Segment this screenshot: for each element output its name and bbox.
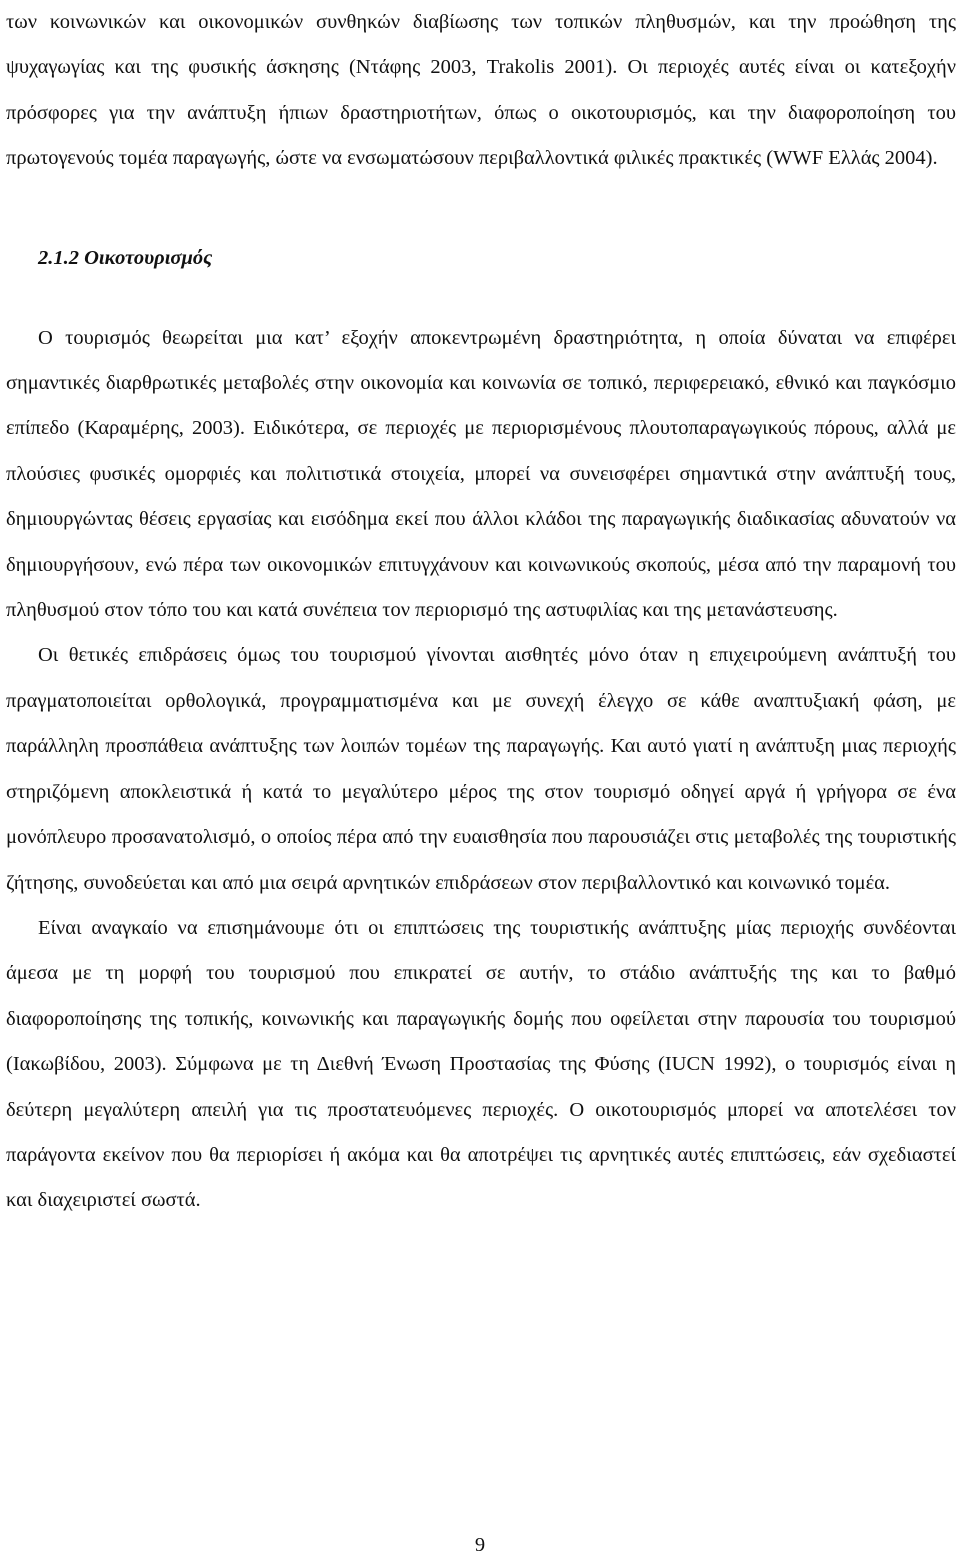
document-page xyxy=(6,0,956,1224)
continuation-paragraph: των κοινωνικών και οικονομικών συνθηκών διαβίωσης των τοπικών πληθυσμών, και την προώθηση της ψυχαγωγίας και της φυσικής άσκησης (Ντάφης 2003, Trakolis 2001). Οι περιοχές αυτές είναι οι κατεξοχήν πρόσφορες για την ανάπτυξη ήπιων δραστηριοτήτων, όπως ο οικοτουρισμός, και την διαφοροποίηση του πρωτογενούς τομέα παραγωγής, ώστε να ενσωματώσουν περιβαλλοντικά φιλικές πρακτικές (WWF Ελλάς 2004). xyxy=(6,11,956,170)
section-heading: 2.1.2 Οικοτουρισμός xyxy=(38,246,213,269)
body-paragraph-1: Ο τουρισμός θεωρείται μια κατ’ εξοχήν αποκεντρωμένη δραστηριότητα, η οποία δύναται να επιφέρει σημαντικές διαρθρωτικές μεταβολές στην οικονομία και κοινωνία σε τοπικό, περιφερειακό, εθνικό και παγκόσμιο επίπεδο (Καραμέρης, 2003). Ειδικότερα, σε περιοχές με περιορισμένους πλουτοπαραγωγικούς πόρους, αλλά με πλούσιες φυσικές ομορφιές και πολιτιστικά στοιχεία, μπορεί να συνεισφέρει σημαντικά στην ανάπτυξή τους, δημιουργώντας θέσεις εργασίας και εισόδημα εκεί που άλλοι κλάδοι της παραγωγικής διαδικασίας αδυνατούν να δημιουργήσουν, ενώ πέρα των οικονομικών επιτυγχάνουν και κοινωνικούς σκοπούς, μέσα από την παραμονή του πληθυσμού στον τόπο του και κατά συνέπεια τον περιορισμό της αστυφιλίας και της μετανάστευσης. xyxy=(6,326,956,622)
body-paragraph-2: Οι θετικές επιδράσεις όμως του τουρισμού γίνονται αισθητές μόνο όταν η επιχειρούμενη ανάπτυξή του πραγματοποιείται ορθολογικά, προγραμματισμένα και με συνεχή έλεγχο σε κάθε αναπτυξιακή φάση, με παράλληλη προσπάθεια ανάπτυξης των λοιπών τομέων της παραγωγής. Και αυτό γιατί η ανάπτυξη μιας περιοχής στηριζόμενη αποκλειστικά ή κατά το μεγαλύτερο μέρος της στον τουρισμό οδηγεί αργά ή γρήγορα σε ένα μονόπλευρο προσανατολισμό, ο οποίος πέρα από την ευαισθησία που παρουσιάζει στις μεταβολές της τουριστικής ζήτησης, συνοδεύεται και από μια σειρά αρνητικών επιδράσεων στον περιβαλλοντικό και κοινωνικό τομέα. xyxy=(6,644,956,894)
body-paragraph-3: Είναι αναγκαίο να επισημάνουμε ότι οι επιπτώσεις της τουριστικής ανάπτυξης μίας περιοχής συνδέονται άμεσα με τη μορφή του τουρισμού που επικρατεί σε αυτήν, το στάδιο ανάπτυξής της και το βαθμό διαφοροποίησης της τοπικής, κοινωνικής και παραγωγικής δομής που οφείλεται στην παρουσία του τουρισμού (Ιακωβίδου, 2003). Σύμφωνα με τη Διεθνή Ένωση Προστασίας της Φύσης (IUCN 1992), ο τουρισμός είναι η δεύτερη μεγαλύτερη απειλή για τις προστατευόμενες περιοχές. Ο οικοτουρισμός μπορεί να αποτελέσει τον παράγοντα εκείνον που θα περιορίσει ή ακόμα και θα αποτρέψει τις αρνητικές αυτές επιπτώσεις, εάν σχεδιαστεί και διαχειριστεί σωστά. xyxy=(6,916,956,1212)
page-number: 9 xyxy=(474,1534,486,1556)
